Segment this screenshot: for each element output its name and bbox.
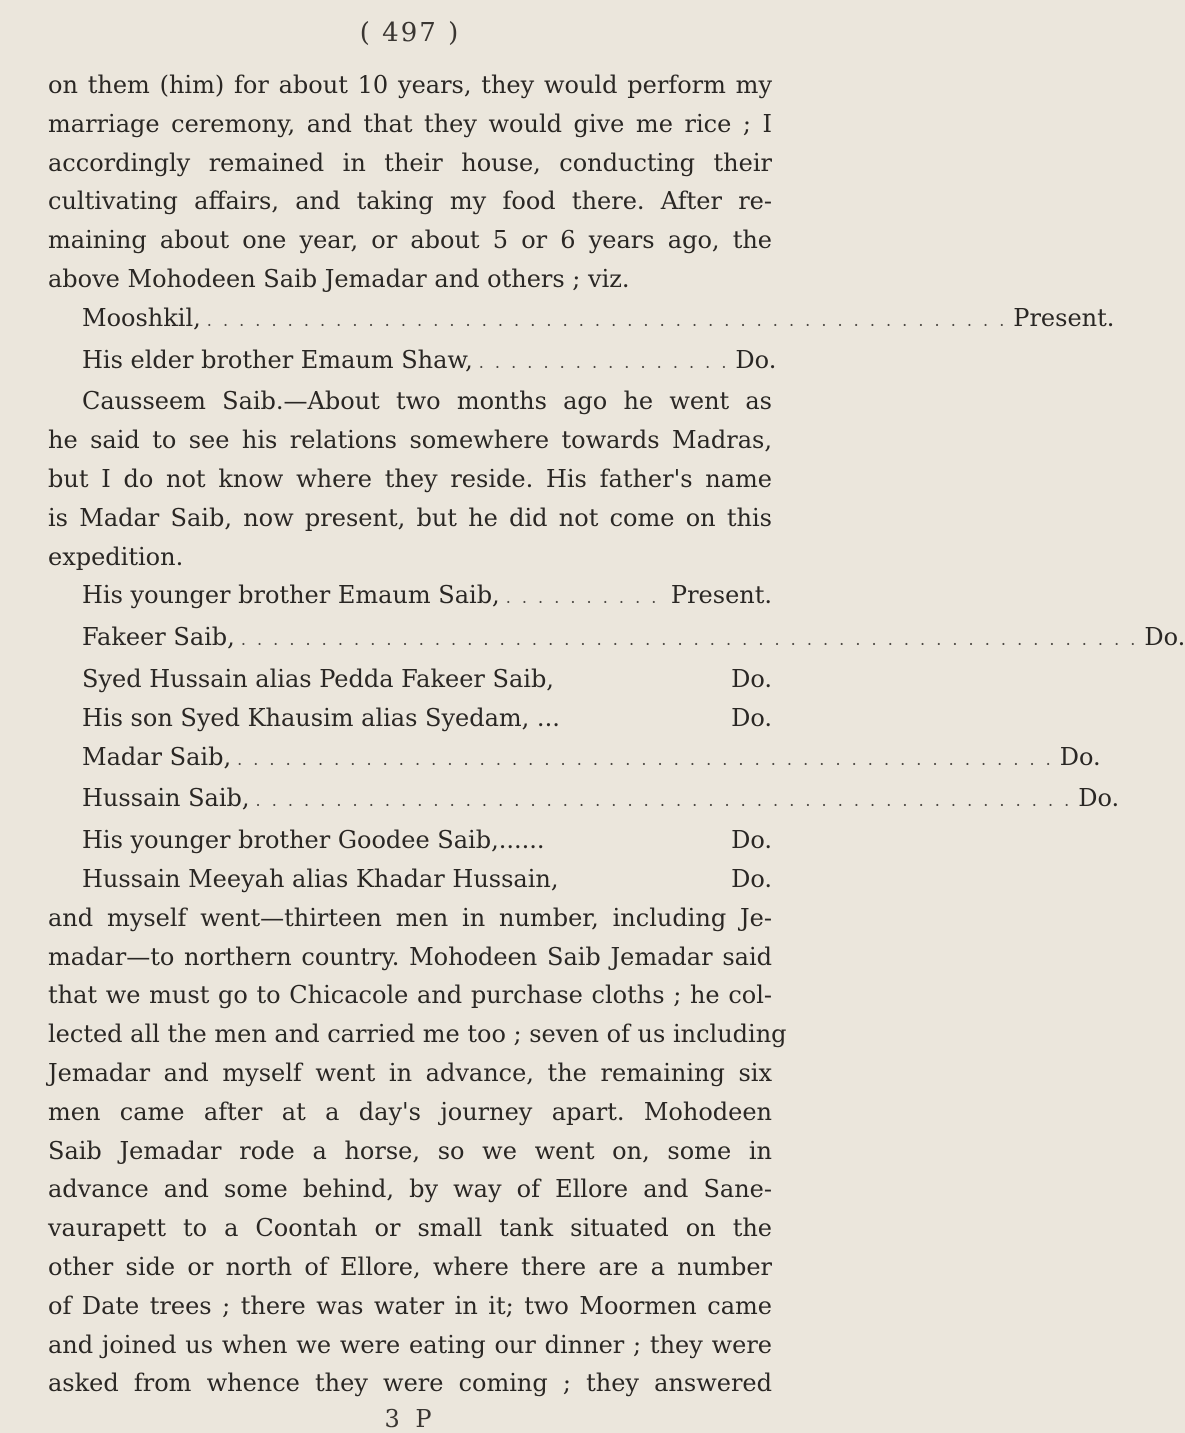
- list-item: [48, 821, 772, 860]
- text-line: madar—to northern country. Mohodeen Saib Jemadar said: [48, 942, 772, 971]
- person-status: Do.: [735, 345, 777, 374]
- text-line: Saib Jemadar rode a horse, so we went on, some in: [48, 1136, 772, 1165]
- leader-dots: . . . . . . . . . . . . . . . . . . . . . . . . . . . . . . . . . . . . . . . . . . . . . . . . . .: [206, 310, 1008, 330]
- text-line: Jemadar and myself went in advance, the remaining six: [48, 1058, 772, 1087]
- text-line: advance and some behind, by way of Ellore and Sane-: [48, 1175, 772, 1204]
- leader-dots: . . . . . . . . . . . . . . . .: [478, 352, 730, 372]
- person-list-2: [48, 576, 1185, 898]
- paragraph-1: [48, 66, 772, 299]
- person-name: Mooshkil,: [82, 303, 201, 332]
- list-item: [48, 860, 772, 899]
- text-line: on them (him) for about 10 years, they would perform my: [48, 71, 772, 99]
- page-number: ( 497 ): [359, 18, 461, 48]
- paragraph-2: [48, 382, 772, 576]
- text-line: asked from whence they were coming ; they answered: [48, 1369, 772, 1398]
- text-line: other side or north of Ellore, where there are a number: [48, 1252, 772, 1281]
- list-item: [48, 660, 772, 699]
- person-status: Do.: [1144, 623, 1185, 652]
- text-line: cultivating affairs, and taking my food there. After re-: [48, 187, 772, 216]
- leader-dots: . . . . . . . . . . . . . . . . . . . . . . . . . . . . . . . . . . . . . . . . . . . . . . . . . . . . . . . .: [240, 630, 1139, 650]
- person-status: Do.: [731, 703, 772, 732]
- person-status: Do.: [731, 864, 772, 893]
- text-line: above Mohodeen Saib Jemadar and others ; viz.: [48, 264, 630, 293]
- list-item: [48, 576, 772, 618]
- text-line: men came after at a day's journey apart. Mohodeen: [48, 1097, 772, 1126]
- person-name: Hussain Meeyah alias Khadar Hussain,: [82, 864, 559, 893]
- list-item: [48, 299, 1115, 341]
- text-line: he said to see his relations somewhere towards Madras,: [48, 426, 772, 455]
- text-line: but I do not know where they reside. His father's name: [48, 464, 772, 493]
- person-status: Present.: [670, 581, 772, 610]
- person-name: Fakeer Saib,: [82, 623, 235, 652]
- person-status: Do.: [1078, 784, 1120, 813]
- text-line: vaurapett to a Coontah or small tank situated on the: [48, 1214, 772, 1243]
- leader-dots: . . . . . . . . . .: [505, 588, 660, 608]
- signature-mark: 3 P: [384, 1405, 436, 1433]
- person-status: Present.: [1013, 303, 1115, 332]
- person-list-1: [48, 299, 1115, 383]
- list-item: [48, 341, 777, 383]
- text-line: that we must go to Chicacole and purchase cloths ; he col-: [48, 981, 772, 1010]
- text-line: lected all the men and carried me too ; seven of us including: [48, 1020, 787, 1049]
- leader-dots: . . . . . . . . . . . . . . . . . . . . . . . . . . . . . . . . . . . . . . . . . . . . . . . . . . .: [237, 749, 1054, 769]
- paragraph-3: [48, 899, 787, 1403]
- person-name: Madar Saib,: [82, 742, 232, 771]
- leader-dots: . . . . . . . . . . . . . . . . . . . . . . . . . . . . . . . . . . . . . . . . . . . . . . . . . . .: [255, 791, 1073, 811]
- text-line: expedition.: [48, 542, 184, 571]
- text-line: of Date trees ; there was water in it; two Moormen came: [48, 1291, 772, 1320]
- person-status: Do.: [1059, 742, 1101, 771]
- text-line: maining about one year, or about 5 or 6 years ago, the: [48, 226, 772, 255]
- person-name: His son Syed Khausim alias Syedam, ...: [82, 703, 560, 732]
- person-name: His younger brother Emaum Saib,: [82, 581, 500, 610]
- text-line: and joined us when we were eating our dinner ; they were: [48, 1330, 772, 1359]
- person-status: Do.: [731, 664, 772, 693]
- person-status: Do.: [731, 826, 772, 855]
- text-line: marriage ceremony, and that they would give me rice ; I: [48, 109, 772, 138]
- list-item: [48, 779, 1120, 821]
- person-name: Hussain Saib,: [82, 784, 250, 813]
- text-line: Causseem Saib.—About two months ago he went as: [82, 387, 772, 416]
- list-item: [48, 618, 1185, 660]
- person-name: His elder brother Emaum Shaw,: [82, 345, 473, 374]
- list-item: [48, 699, 772, 738]
- list-item: [48, 738, 1101, 780]
- person-name: His younger brother Goodee Saib,......: [82, 826, 545, 855]
- text-line: is Madar Saib, now present, but he did not come on this: [48, 503, 772, 532]
- text-line: and myself went—thirteen men in number, including Je-: [48, 903, 772, 932]
- person-name: Syed Hussain alias Pedda Fakeer Saib,: [82, 664, 554, 693]
- text-line: accordingly remained in their house, conducting their: [48, 148, 772, 177]
